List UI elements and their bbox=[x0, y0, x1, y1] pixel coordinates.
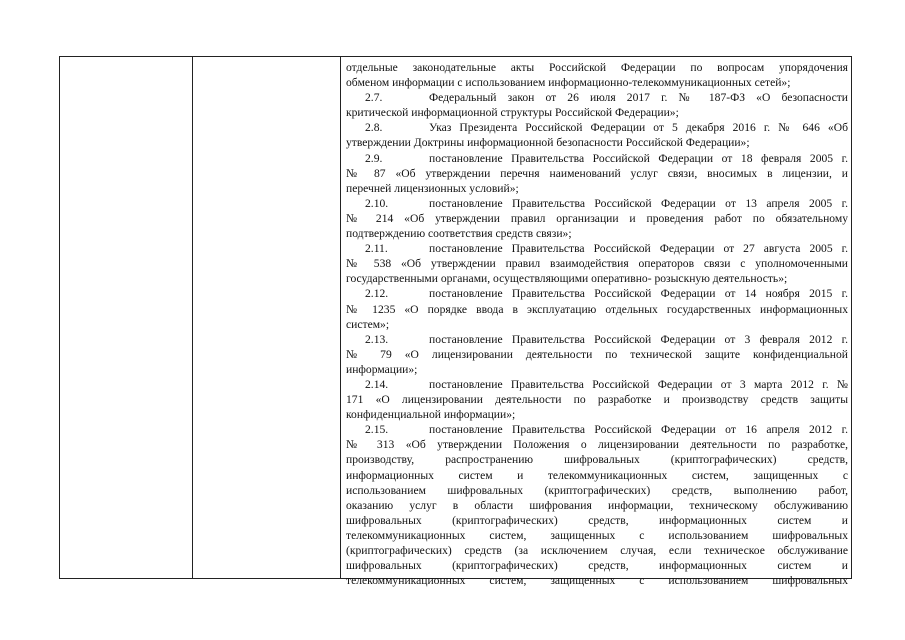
list-item-number: 2.12. bbox=[365, 287, 389, 301]
list-item-text: постановление Правительства Российской Федерации от 18 февраля 2005 г. bbox=[429, 151, 848, 165]
text-line: (криптографических) средств (за исключением случая, если техническое обслуживание bbox=[346, 544, 848, 557]
list-item-text: постановление Правительства Российской Федерации от 14 ноября 2015 г. bbox=[429, 287, 848, 301]
table-column-empty-2 bbox=[193, 57, 341, 578]
text-line: № 538 «Об утверждении правил взаимодействия операторов связи с уполномоченными bbox=[346, 257, 848, 271]
text-line: обменом информации с использованием информационно-телекоммуникационных сетей»; bbox=[346, 76, 791, 90]
list-item-heading bbox=[346, 422, 848, 437]
text-line: отдельные законодательные акты Российской Федерации по вопросам упорядочения bbox=[346, 61, 848, 74]
list-item-heading bbox=[346, 377, 848, 392]
list-item-number: 2.9. bbox=[365, 151, 383, 165]
list-item-text: постановление Правительства Российской Федерации от 16 апреля 2012 г. bbox=[429, 423, 848, 437]
list-item-heading bbox=[346, 196, 848, 211]
text-line: шифровальных (криптографических) средств, информационных систем и bbox=[346, 513, 848, 527]
list-item-heading bbox=[346, 241, 848, 256]
text-line: телекоммуникационных систем, защищенных с использованием шифровальных bbox=[346, 528, 848, 542]
text-line: подтверждению соответствия средств связи»; bbox=[346, 227, 572, 241]
text-line: шифровальных (криптографических) средств, информационных систем и bbox=[346, 559, 848, 573]
text-line: конфиденциальной информации»; bbox=[346, 408, 516, 422]
text-line: № 79 «О лицензировании деятельности по технической защите конфиденциальной bbox=[346, 347, 848, 361]
list-item-number: 2.14. bbox=[365, 377, 389, 391]
text-line: оказанию услуг в области шифрования информации, техническому обслуживанию bbox=[346, 498, 848, 512]
text-line: № 87 «Об утверждении перечня наименований услуг связи, вносимых в лицензии, и bbox=[346, 166, 848, 180]
list-item-heading bbox=[346, 286, 848, 301]
list-item-number: 2.15. bbox=[365, 423, 389, 437]
text-line: утверждении Доктрины информационной безопасности Российской Федерации»; bbox=[346, 136, 750, 150]
text-line: критической информационной структуры Российской Федерации»; bbox=[346, 106, 679, 120]
list-item-heading bbox=[346, 151, 848, 166]
list-item-text: постановление Правительства Российской Федерации от 13 апреля 2005 г. bbox=[429, 196, 848, 210]
text-line: перечней лицензионных условий»; bbox=[346, 181, 519, 195]
text-line: № 214 «Об утверждении правил организации и проведения работ по обязательному bbox=[346, 211, 848, 225]
list-item-number: 2.11. bbox=[365, 242, 388, 256]
text-line: использованием шифровальных (криптографических) средств, выполнению работ, bbox=[346, 483, 848, 497]
list-item-text: Федеральный закон от 26 июля 2017 г. № 187-ФЗ «О безопасности bbox=[429, 91, 848, 105]
text-line: № 1235 «О порядке ввода в эксплуатацию отдельных государственных информационных bbox=[346, 302, 848, 316]
document-table bbox=[59, 56, 852, 588]
list-item-number: 2.8. bbox=[365, 121, 383, 135]
text-line: информации»; bbox=[346, 362, 418, 376]
list-item-number: 2.10. bbox=[365, 196, 389, 210]
list-item-text: постановление Правительства Российской Федерации от 27 августа 2005 г. bbox=[429, 242, 848, 256]
text-line: телекоммуникационных систем, защищенных с использованием шифровальных bbox=[346, 574, 848, 588]
list-item-text: Указ Президента Российской Федерации от 5 декабря 2016 г. № 646 «Об bbox=[429, 121, 848, 135]
text-line: производству, распространению шифровальных (криптографических) средств, bbox=[346, 453, 848, 467]
text-line: информационных систем и телекоммуникационных систем, защищенных с bbox=[346, 468, 848, 482]
list-item-text: постановление Правительства Российской Федерации от 3 марта 2012 г. № bbox=[429, 377, 848, 391]
list-item-heading bbox=[346, 120, 848, 135]
list-item-number: 2.7. bbox=[365, 91, 383, 105]
text-line: государственными органами, осуществляющими оперативно- розыскную деятельность»; bbox=[346, 272, 788, 286]
list-item-heading bbox=[346, 90, 848, 105]
table-column-empty-1 bbox=[60, 57, 193, 578]
list-item-heading bbox=[346, 332, 848, 347]
text-line: 171 «О лицензировании деятельности по разработке и производству средств защиты bbox=[346, 393, 848, 407]
legal-text-cell bbox=[341, 57, 851, 588]
list-item-text: постановление Правительства Российской Федерации от 3 февраля 2012 г. bbox=[429, 332, 848, 346]
text-line: № 313 «Об утверждении Положения о лицензировании деятельности по разработке, bbox=[346, 438, 848, 452]
text-line: систем»; bbox=[346, 317, 390, 331]
list-item-number: 2.13. bbox=[365, 332, 389, 346]
